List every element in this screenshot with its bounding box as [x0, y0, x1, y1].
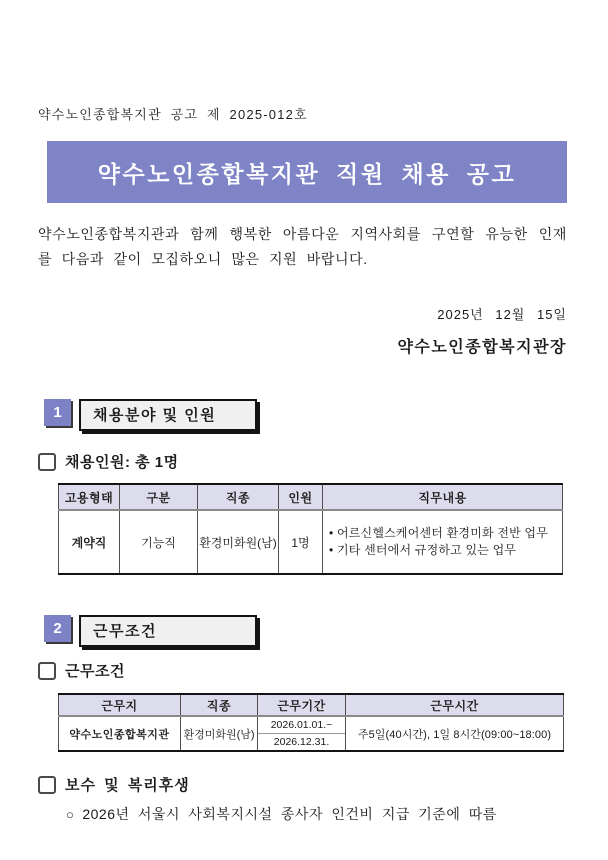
checkbox-marker-icon — [38, 662, 56, 680]
recruit-col-employment-type: 고용형태 — [59, 484, 120, 510]
title-banner — [47, 141, 567, 203]
duty-item — [329, 542, 558, 559]
period-start: 2026.01.01.~ — [270, 719, 333, 731]
work-table-header-row — [59, 694, 564, 716]
subheader-pay-benefits-label: 보수 및 복리후생 — [65, 777, 190, 794]
cell-work-job: 환경미화원(남) — [181, 716, 258, 751]
cell-period — [258, 716, 346, 751]
section-2-header — [44, 615, 567, 647]
cell-job: 환경미화원(남) — [198, 510, 279, 574]
section-2-number-badge: 2 — [44, 615, 71, 642]
recruit-col-count: 인원 — [279, 484, 323, 510]
cell-category: 기능직 — [120, 510, 198, 574]
section-1-title: 채용분야 및 인원 — [79, 399, 257, 431]
work-col-job: 직종 — [181, 694, 258, 716]
work-col-period: 근무기간 — [258, 694, 346, 716]
checkbox-marker-icon — [38, 453, 56, 471]
announcement-date: 2025년 12월 15일 — [437, 307, 567, 322]
intro-paragraph: 약수노인종합복지관과 함께 행복한 아름다운 지역사회를 구연할 유능한 인재를 다음과 같이 모집하오니 많은 지원 바랍니다. — [38, 226, 567, 267]
notice-number: 약수노인종합복지관 공고 제 2025-012호 — [38, 107, 308, 122]
subheader-recruit-count-label: 채용인원: 총 1명 — [65, 454, 179, 471]
document-title: 약수노인종합복지관 직원 채용 공고 — [97, 160, 517, 187]
period-end: 2026.12.31. — [258, 733, 345, 750]
subheader-work-conditions-label: 근무조건 — [65, 663, 125, 680]
pay-note-text: 2026년 서울시 사회복지시설 종사자 인건비 지급 기준에 따름 — [82, 806, 497, 822]
subheader-recruit-count — [38, 451, 567, 472]
bullet-icon: • — [329, 543, 334, 557]
cell-place: 약수노인종합복지관 — [59, 716, 181, 751]
work-col-hours: 근무시간 — [346, 694, 564, 716]
signer: 약수노인종합복지관장 — [397, 339, 567, 356]
duty-text-2: 기타 센터에서 규정하고 있는 업무 — [336, 543, 517, 557]
recruit-col-job: 직종 — [198, 484, 279, 510]
recruit-col-category: 구분 — [120, 484, 198, 510]
recruit-table-header-row — [59, 484, 563, 510]
cell-duties — [323, 510, 563, 574]
duty-text-1: 어르신헬스케어센터 환경미화 전반 업무 — [336, 526, 549, 540]
subheader-pay-benefits — [38, 774, 567, 795]
section-2-title: 근무조건 — [79, 615, 257, 647]
cell-hours: 주5일(40시간), 1일 8시간(09:00~18:00) — [346, 716, 564, 751]
work-conditions-table — [58, 693, 564, 752]
bullet-icon: • — [329, 526, 334, 540]
checkbox-marker-icon — [38, 776, 56, 794]
work-table-row — [59, 716, 564, 751]
circle-marker-icon: ○ — [66, 807, 75, 822]
duty-item — [329, 525, 558, 542]
section-1-header — [44, 399, 567, 431]
recruit-table — [58, 483, 563, 575]
section-1-number-badge: 1 — [44, 399, 71, 426]
recruit-col-duties: 직무내용 — [323, 484, 563, 510]
work-col-place: 근무지 — [59, 694, 181, 716]
cell-employment-type: 계약직 — [59, 510, 120, 574]
pay-note-line — [66, 804, 567, 824]
subheader-work-conditions — [38, 660, 567, 681]
cell-count: 1명 — [279, 510, 323, 574]
recruit-table-row — [59, 510, 563, 574]
